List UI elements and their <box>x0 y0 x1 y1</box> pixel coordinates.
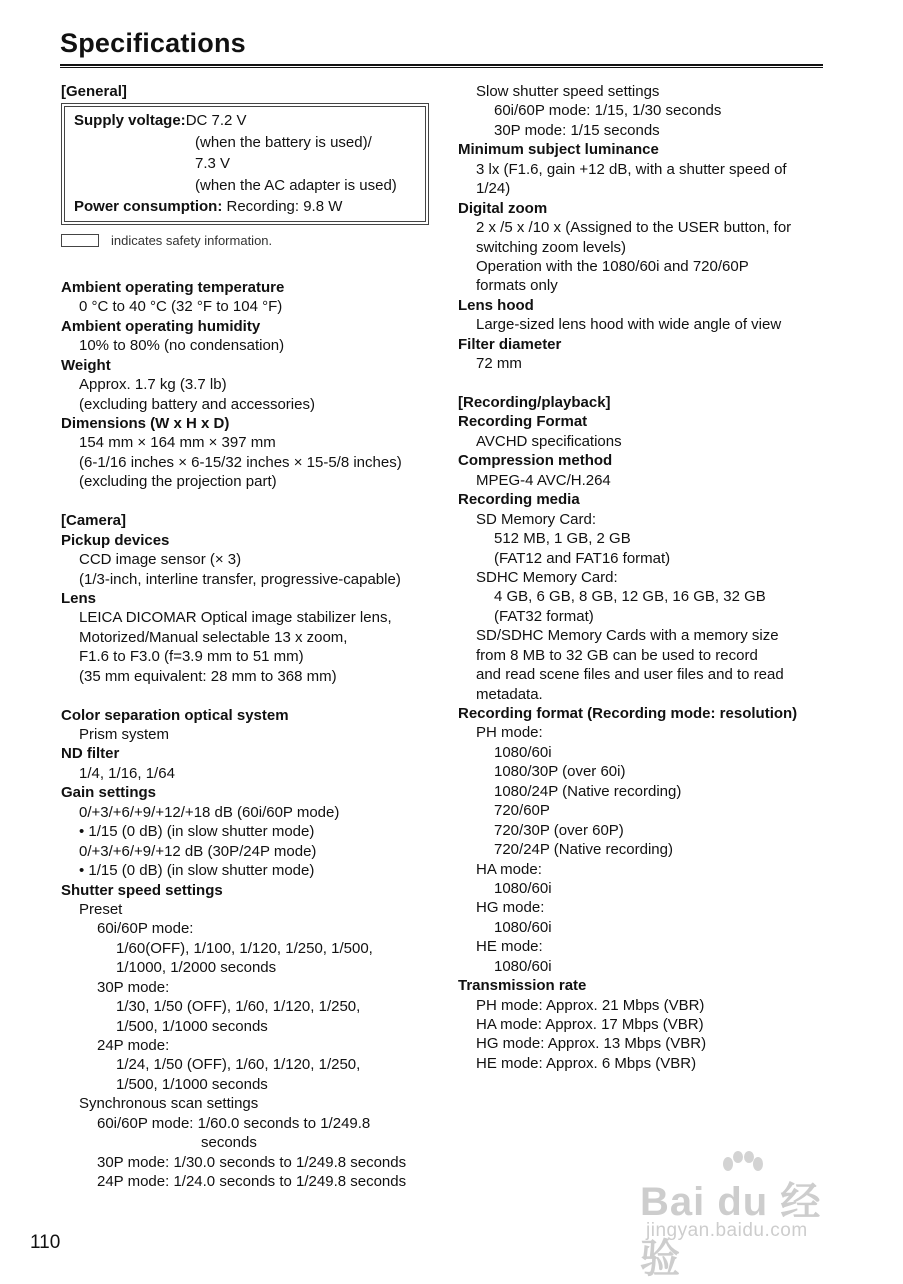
spec-heading: Lens hood <box>458 296 534 314</box>
spec-line: 1/60(OFF), 1/100, 1/120, 1/250, 1/500, <box>116 939 373 957</box>
spec-heading: ND filter <box>61 745 120 763</box>
spec-heading: Filter diameter <box>458 335 562 353</box>
supply-value: DC 7.2 V <box>185 112 247 130</box>
spec-line: LEICA DICOMAR Optical image stabilizer lens, <box>79 609 392 627</box>
spec-line: Approx. 1.7 kg (3.7 lb) <box>79 376 227 394</box>
power-row <box>74 196 425 218</box>
spec-line: HG mode: Approx. 13 Mbps (VBR) <box>476 1035 707 1053</box>
left-column <box>61 82 441 1192</box>
spec-line: HE mode: <box>476 938 543 956</box>
spec-heading: Weight <box>61 356 111 374</box>
spec-line: SDHC Memory Card: <box>476 568 618 586</box>
spec-line: Large-sized lens hood with wide angle of view <box>476 316 782 334</box>
spec-line: HG mode: <box>476 899 545 917</box>
title-divider <box>60 64 823 68</box>
spec-line: (35 mm equivalent: 28 mm to 368 mm) <box>79 667 337 685</box>
spec-line: 1/500, 1/1000 seconds <box>116 1017 268 1035</box>
spec-line: formats only <box>476 277 558 295</box>
spec-heading: Recording Format <box>458 413 588 431</box>
spec-line: CCD image sensor (× 3) <box>79 551 242 569</box>
supply-row <box>74 110 425 132</box>
supply-label: Supply voltage: <box>74 112 186 130</box>
spec-heading: Lens <box>61 589 97 607</box>
spec-line: 1/24, 1/50 (OFF), 1/60, 1/120, 1/250, <box>116 1056 361 1074</box>
spec-line: PH mode: Approx. 21 Mbps (VBR) <box>476 996 705 1014</box>
spec-line: 60i/60P mode: 1/60.0 seconds to 1/249.8 <box>97 1114 371 1132</box>
spec-line: 30P mode: 1/15 seconds <box>494 121 660 139</box>
spec-line: 0/+3/+6/+9/+12/+18 dB (60i/60P mode) <box>79 803 340 821</box>
spec-line: 60i/60P mode: <box>97 920 194 938</box>
page-title: Specifications <box>60 28 246 58</box>
spec-line: 1080/60i <box>494 918 552 936</box>
supply-line-4: (when the AC adapter is used) <box>195 176 397 194</box>
spec-heading: Recording format (Recording mode: resolution) <box>458 705 798 722</box>
spec-heading: Color separation optical system <box>61 706 289 724</box>
watermark-sub: jingyan.baidu.com <box>646 1220 808 1241</box>
spec-line: 30P mode: 1/30.0 seconds to 1/249.8 seconds <box>97 1153 407 1171</box>
spec-line: 0 °C to 40 °C (32 °F to 104 °F) <box>79 298 283 316</box>
spec-line: 0/+3/+6/+9/+12 dB (30P/24P mode) <box>79 842 317 860</box>
safety-note <box>61 231 441 249</box>
spec-line: (FAT32 format) <box>494 607 594 625</box>
spec-line: SD/SDHC Memory Cards with a memory size <box>476 627 779 645</box>
spec-line: 2 x /5 x /10 x (Assigned to the USER button, for <box>476 219 792 237</box>
spec-line: PH mode: <box>476 724 543 742</box>
spec-line: switching zoom levels) <box>476 238 627 256</box>
spec-line: (FAT12 and FAT16 format) <box>494 549 671 567</box>
spec-line: 512 MB, 1 GB, 2 GB <box>494 530 631 548</box>
spacer <box>61 492 441 511</box>
spec-line: 1080/60i <box>494 743 552 761</box>
spec-line: Slow shutter speed settings <box>476 83 660 100</box>
supply-box-inner <box>64 106 426 222</box>
spec-line: (excluding battery and accessories) <box>79 395 315 413</box>
spec-line: 3 lx (F1.6, gain +12 dB, with a shutter speed of <box>476 160 787 178</box>
supply-line-2: (when the battery is used)/ <box>195 133 372 151</box>
safety-note-text: indicates safety information. <box>111 232 273 248</box>
spec-heading: [Camera] <box>61 512 127 530</box>
spec-line: • 1/15 (0 dB) (in slow shutter mode) <box>79 823 315 841</box>
spec-line: 24P mode: <box>97 1037 170 1054</box>
spec-heading: Transmission rate <box>458 977 587 995</box>
spec-heading: Pickup devices <box>61 531 170 549</box>
spec-line: 72 mm <box>476 355 522 373</box>
spec-line: 720/60P <box>494 802 550 820</box>
spec-line: 4 GB, 6 GB, 8 GB, 12 GB, 16 GB, 32 GB <box>494 588 766 606</box>
spec-line: 1/30, 1/50 (OFF), 1/60, 1/120, 1/250, <box>116 998 361 1016</box>
spacer <box>61 686 441 705</box>
spec-heading: Gain settings <box>61 784 157 802</box>
spec-line: and read scene files and user files and to read <box>476 666 784 684</box>
left-spec-list <box>61 278 441 1192</box>
spec-line: Prism system <box>79 726 169 743</box>
spec-line: seconds <box>201 1134 257 1152</box>
spec-line: from 8 MB to 32 GB can be used to record <box>476 646 758 664</box>
spec-line: 1/500, 1/1000 seconds <box>116 1075 268 1093</box>
spec-heading: Compression method <box>458 452 613 470</box>
power-label: Power consumption: <box>74 198 223 216</box>
watermark-main: Bai du 经验 <box>640 1180 822 1281</box>
spec-line: Preset <box>79 900 123 918</box>
spec-line: 1080/24P (Native recording) <box>494 782 682 800</box>
spec-line: (excluding the projection part) <box>79 473 277 491</box>
spacer <box>458 374 830 393</box>
watermark <box>640 1150 860 1281</box>
power-value: Recording: 9.8 W <box>222 198 343 216</box>
spec-line: Motorized/Manual selectable 13 x zoom, <box>79 628 348 646</box>
spacer <box>61 249 441 278</box>
spec-line: HE mode: Approx. 6 Mbps (VBR) <box>476 1054 697 1072</box>
spec-line: 60i/60P mode: 1/15, 1/30 seconds <box>494 102 722 120</box>
spec-line: metadata. <box>476 685 543 703</box>
spec-heading: Ambient operating temperature <box>61 278 285 296</box>
spec-line: 1080/60i <box>494 957 552 975</box>
spec-line: HA mode: Approx. 17 Mbps (VBR) <box>476 1016 704 1033</box>
spec-line: 720/30P (over 60P) <box>494 821 624 839</box>
spec-line: 720/24P (Native recording) <box>494 841 673 859</box>
spec-line: (6-1/16 inches × 6-15/32 inches × 15-5/8 inches) <box>79 453 402 471</box>
spec-line: AVCHD specifications <box>476 432 622 450</box>
spec-line: MPEG-4 AVC/H.264 <box>476 471 611 489</box>
right-column <box>458 82 830 1073</box>
spec-line: 1080/30P (over 60i) <box>494 763 626 781</box>
spec-line: 24P mode: 1/24.0 seconds to 1/249.8 seconds <box>97 1173 407 1191</box>
section-heading-general: [General] <box>61 83 127 100</box>
spec-line: Synchronous scan settings <box>79 1095 259 1113</box>
spec-line: 154 mm × 164 mm × 397 mm <box>79 434 276 452</box>
spec-line: 1080/60i <box>494 879 552 897</box>
spec-line: HA mode: <box>476 860 542 878</box>
spec-heading: Ambient operating humidity <box>61 317 261 335</box>
spec-heading: Digital zoom <box>458 199 548 217</box>
spec-line: SD Memory Card: <box>476 510 597 528</box>
spec-heading: [Recording/playback] <box>458 394 611 411</box>
spec-line: 1/4, 1/16, 1/64 <box>79 764 175 782</box>
spec-line: (1/3-inch, interline transfer, progressive-capable) <box>79 570 401 588</box>
supply-box <box>61 103 429 225</box>
supply-line-3: 7.3 V <box>195 155 231 173</box>
safety-box-icon <box>61 234 99 247</box>
spec-line: • 1/15 (0 dB) (in slow shutter mode) <box>79 862 315 880</box>
spec-heading: Shutter speed settings <box>61 881 223 899</box>
spec-heading: Dimensions (W x H x D) <box>61 415 230 432</box>
spec-line: 10% to 80% (no condensation) <box>79 337 285 355</box>
spec-line: F1.6 to F3.0 (f=3.9 mm to 51 mm) <box>79 648 304 666</box>
page-number: 110 <box>30 1232 61 1253</box>
spec-heading: Recording media <box>458 491 580 509</box>
spec-line: 30P mode: <box>97 978 170 996</box>
spec-line: 1/1000, 1/2000 seconds <box>116 959 277 977</box>
spec-line: 1/24) <box>476 180 511 198</box>
spec-heading: Minimum subject luminance <box>458 141 659 159</box>
spec-line: Operation with the 1080/60i and 720/60P <box>476 257 749 275</box>
right-spec-list <box>458 82 830 1073</box>
